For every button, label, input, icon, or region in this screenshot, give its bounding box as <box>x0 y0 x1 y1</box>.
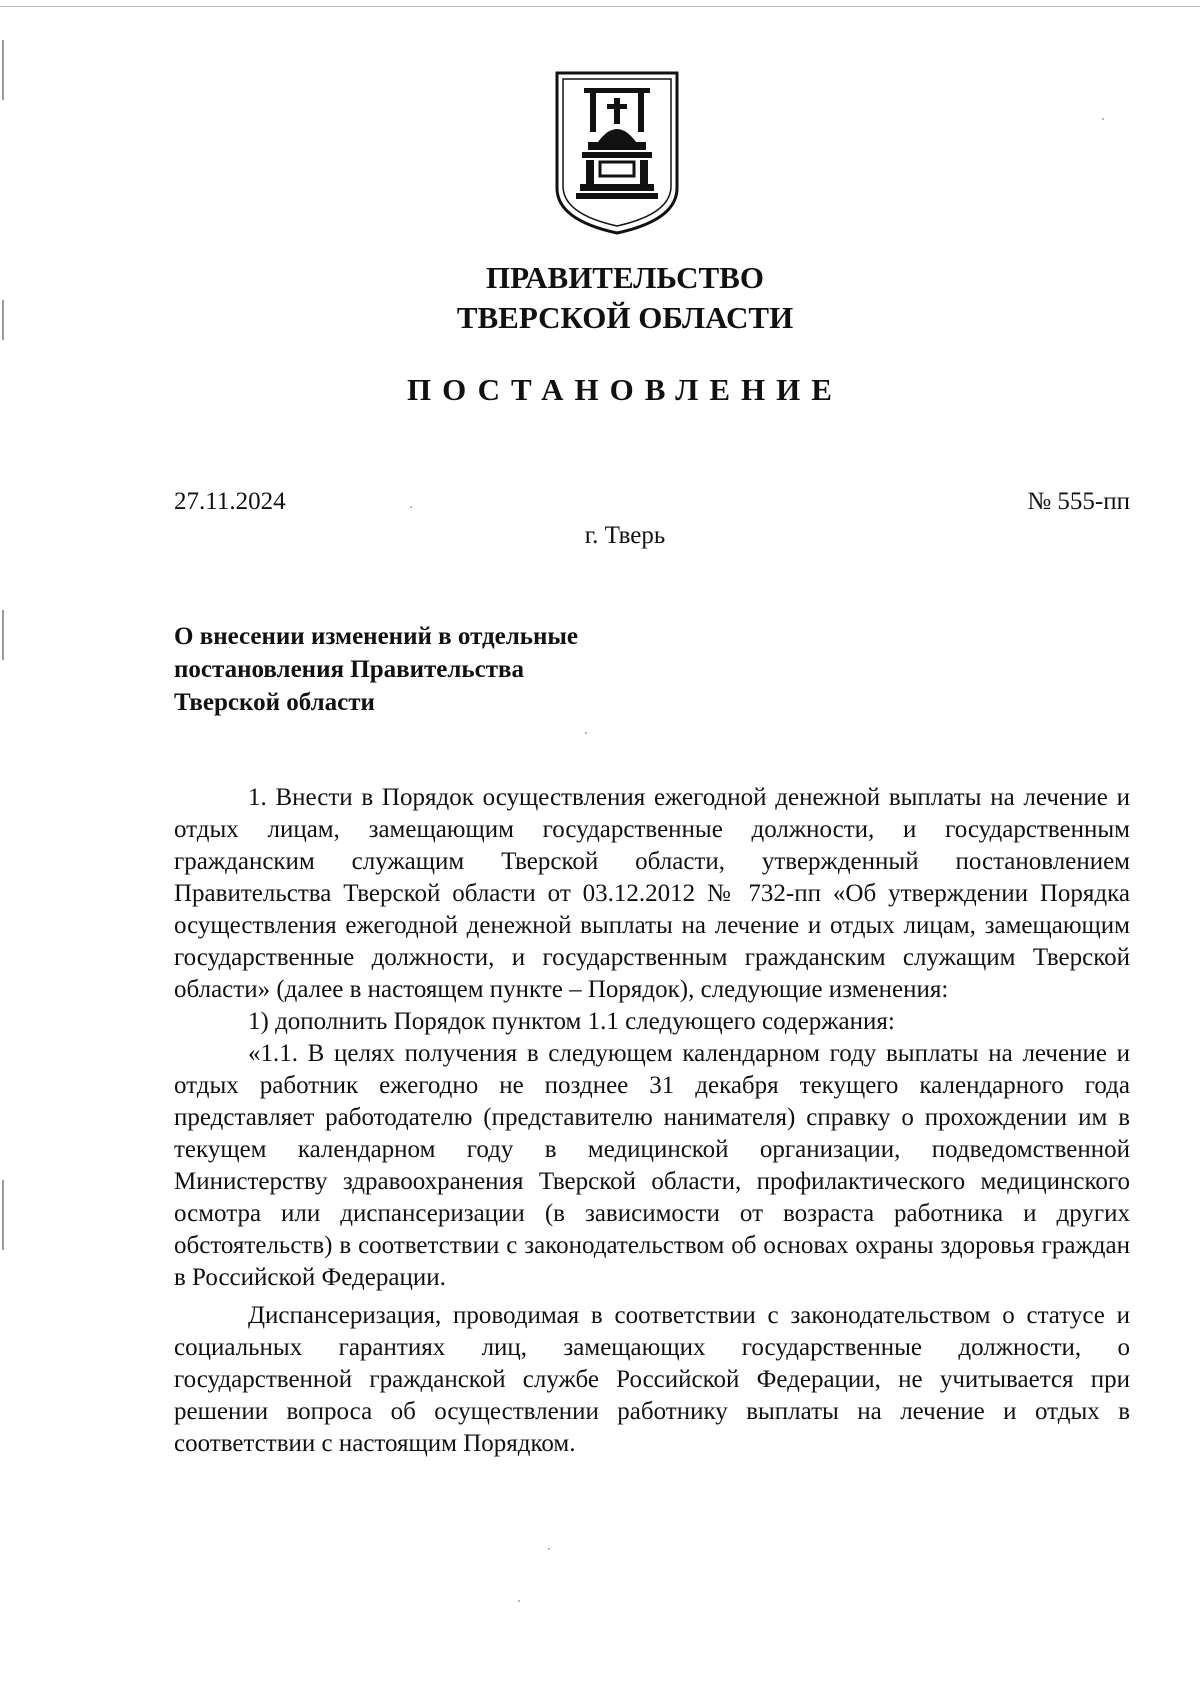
document-body <box>174 782 1130 1460</box>
body-paragraph: «1.1. В целях получения в следующем календарном году выплаты на лечение и отдых работник ежегодно не позднее 31 декабря текущего календарного года представляет работодателю (представителю нанимателя) справку о прохождении им в текущем календарном году в медицинской организации, подведомственной Министерству здравоохранения Тверской области, профилактического медицинского осмотра или диспансеризации (в зависимости от возраста работника и других обстоятельств) в соответствии с законодательством об основах охраны здоровья граждан в Российской Федерации. <box>174 1040 1130 1291</box>
document-city: г. Тверь <box>584 522 666 549</box>
body-paragraph: Диспансеризация, проводимая в соответствии с законодательством о статусе и социальных гарантиях лиц, замещающих государственные должности, о государственной гражданской службе Российской Федерации, не учитывается при решении вопроса об осуществлении работнику выплаты на лечение и отдых в соответствии с настоящим Порядком. <box>174 1302 1130 1457</box>
scan-margin-mark <box>2 610 4 660</box>
scan-margin-mark <box>2 1180 4 1250</box>
scan-speck <box>585 732 587 734</box>
body-paragraph: 1. Внести в Порядок осуществления ежегодной денежной выплаты на лечение и отдых лицам, замещающим государственные должности, и государственным гражданским служащим Тверской области, утвержденный постановлением Правительства Тверской области от 03.12.2012 № 732-пп «Об утверждении Порядка осуществления ежегодной денежной выплаты на лечение и отдых лицам, замещающим государственные должности, и государственным гражданским служащим Тверской области» (далее в настоящем пункте – Порядок), следующие изменения: <box>174 784 1130 1003</box>
scan-margin-mark <box>2 40 4 100</box>
authority-line: ПРАВИТЕЛЬСТВО <box>486 260 764 295</box>
subject-line: постановления Правительства <box>174 656 524 683</box>
scan-speck <box>1102 118 1104 120</box>
scan-speck <box>410 506 412 508</box>
document-type: ПОСТАНОВЛЕНИЕ <box>407 372 843 407</box>
document-date: 27.11.2024 <box>174 488 286 515</box>
subject-line: Тверской области <box>174 689 375 716</box>
coat-of-arms-icon <box>554 70 680 236</box>
scan-speck <box>548 1548 550 1550</box>
document-subject <box>174 620 694 719</box>
authority-line: ТВЕРСКОЙ ОБЛАСТИ <box>456 300 794 335</box>
body-paragraph: 1) дополнить Порядок пунктом 1.1 следующего содержания: <box>248 1008 895 1035</box>
issuing-authority <box>0 258 1200 338</box>
scan-edge-line <box>0 6 1200 7</box>
subject-line: О внесении изменений в отдельные <box>174 623 579 650</box>
scan-speck <box>518 1600 520 1602</box>
document-number: № 555-пп <box>1027 488 1130 515</box>
